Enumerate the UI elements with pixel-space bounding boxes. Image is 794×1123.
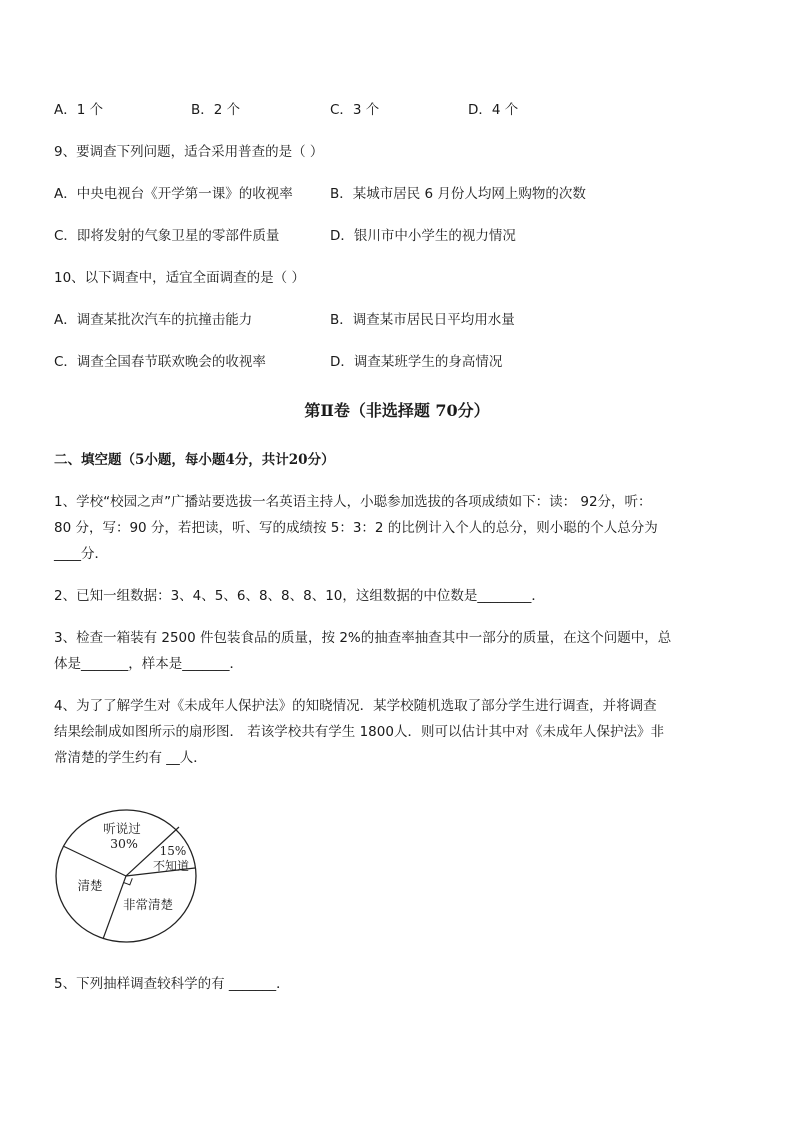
q9-option-c: C．即将发射的气象卫星的零部件质量	[54, 228, 280, 244]
q10-option-b: B．调查某市居民日平均用水量	[330, 312, 515, 328]
section2-title: 二、填空题（5小题，每小题4分，共计20分）	[54, 452, 335, 468]
slice-label-clear: 清楚	[77, 878, 103, 893]
fill-q2-line: 2、已知一组数据：3、4、5、6、8、8、8、10，这组数据的中位数是________．	[54, 588, 545, 604]
part2-title: 第Ⅱ卷（非选择题 70分）	[304, 401, 490, 420]
fill-q1-line-2: 80 分，写：90 分，若把读，听、写的成绩按 5：3：2 的比例计入个人的总分，则小聪的个人总分为	[54, 520, 658, 536]
q10-option-a: A．调查某批次汽车的抗撞击能力	[54, 312, 253, 328]
slice-label-unknown: 不知道	[152, 859, 190, 873]
q10-option-c: C．调查全国春节联欢晚会的收视率	[54, 354, 266, 370]
slice-label-heard: 听说过	[103, 821, 141, 836]
slice-value-heard: 30%	[110, 836, 138, 851]
q9-stem: 9、要调查下列问题，适合采用普查的是（ ）	[54, 144, 324, 160]
q8-option-c: C．3 个	[330, 102, 380, 118]
q9-option-a: A．中央电视台《开学第一课》的收视率	[54, 186, 293, 202]
slice-label-very-clear: 非常清楚	[122, 897, 174, 912]
q8-option-a: A．1 个	[54, 102, 104, 118]
slice-value-unknown: 15%	[159, 844, 187, 858]
fill-q5-line: 5、下列抽样调查较科学的有 _______．	[54, 976, 290, 992]
pie-chart	[54, 808, 200, 944]
fill-q1-line-1: 1、学校“校园之声”广播站要选拔一名英语主持人，小聪参加选拔的各项成绩如下：读： 92分，听：	[54, 494, 652, 510]
q10-option-d: D．调查某班学生的身高情况	[330, 354, 503, 370]
fill-q4-line-1: 4、为了了解学生对《未成年人保护法》的知晓情况．某学校随机选取了部分学生进行调查，并将调查	[54, 698, 657, 714]
q9-option-b: B．某城市居民 6 月份人均网上购物的次数	[330, 186, 586, 202]
fill-q4-line-2: 结果绘制成如图所示的扇形图． 若该学校共有学生 1800人．则可以估计其中对《未成年人保护法》非	[54, 724, 664, 740]
q8-option-b: B．2 个	[191, 102, 241, 118]
q9-option-d: D．银川市中小学生的视力情况	[330, 228, 516, 244]
q8-option-d: D．4 个	[468, 102, 519, 118]
fill-q3-line-1: 3、检查一箱装有 2500 件包装食品的质量，按 2%的抽查率抽查其中一部分的质量，在这个问题中，总	[54, 630, 672, 646]
fill-q3-line-2: 体是_______，样本是_______．	[54, 656, 243, 672]
q10-stem: 10、以下调查中，适宜全面调查的是（ ）	[54, 270, 305, 286]
fill-q4-line-3: 常清楚的学生约有 __人．	[54, 750, 207, 766]
fill-q1-line-3: ____分．	[54, 546, 108, 562]
